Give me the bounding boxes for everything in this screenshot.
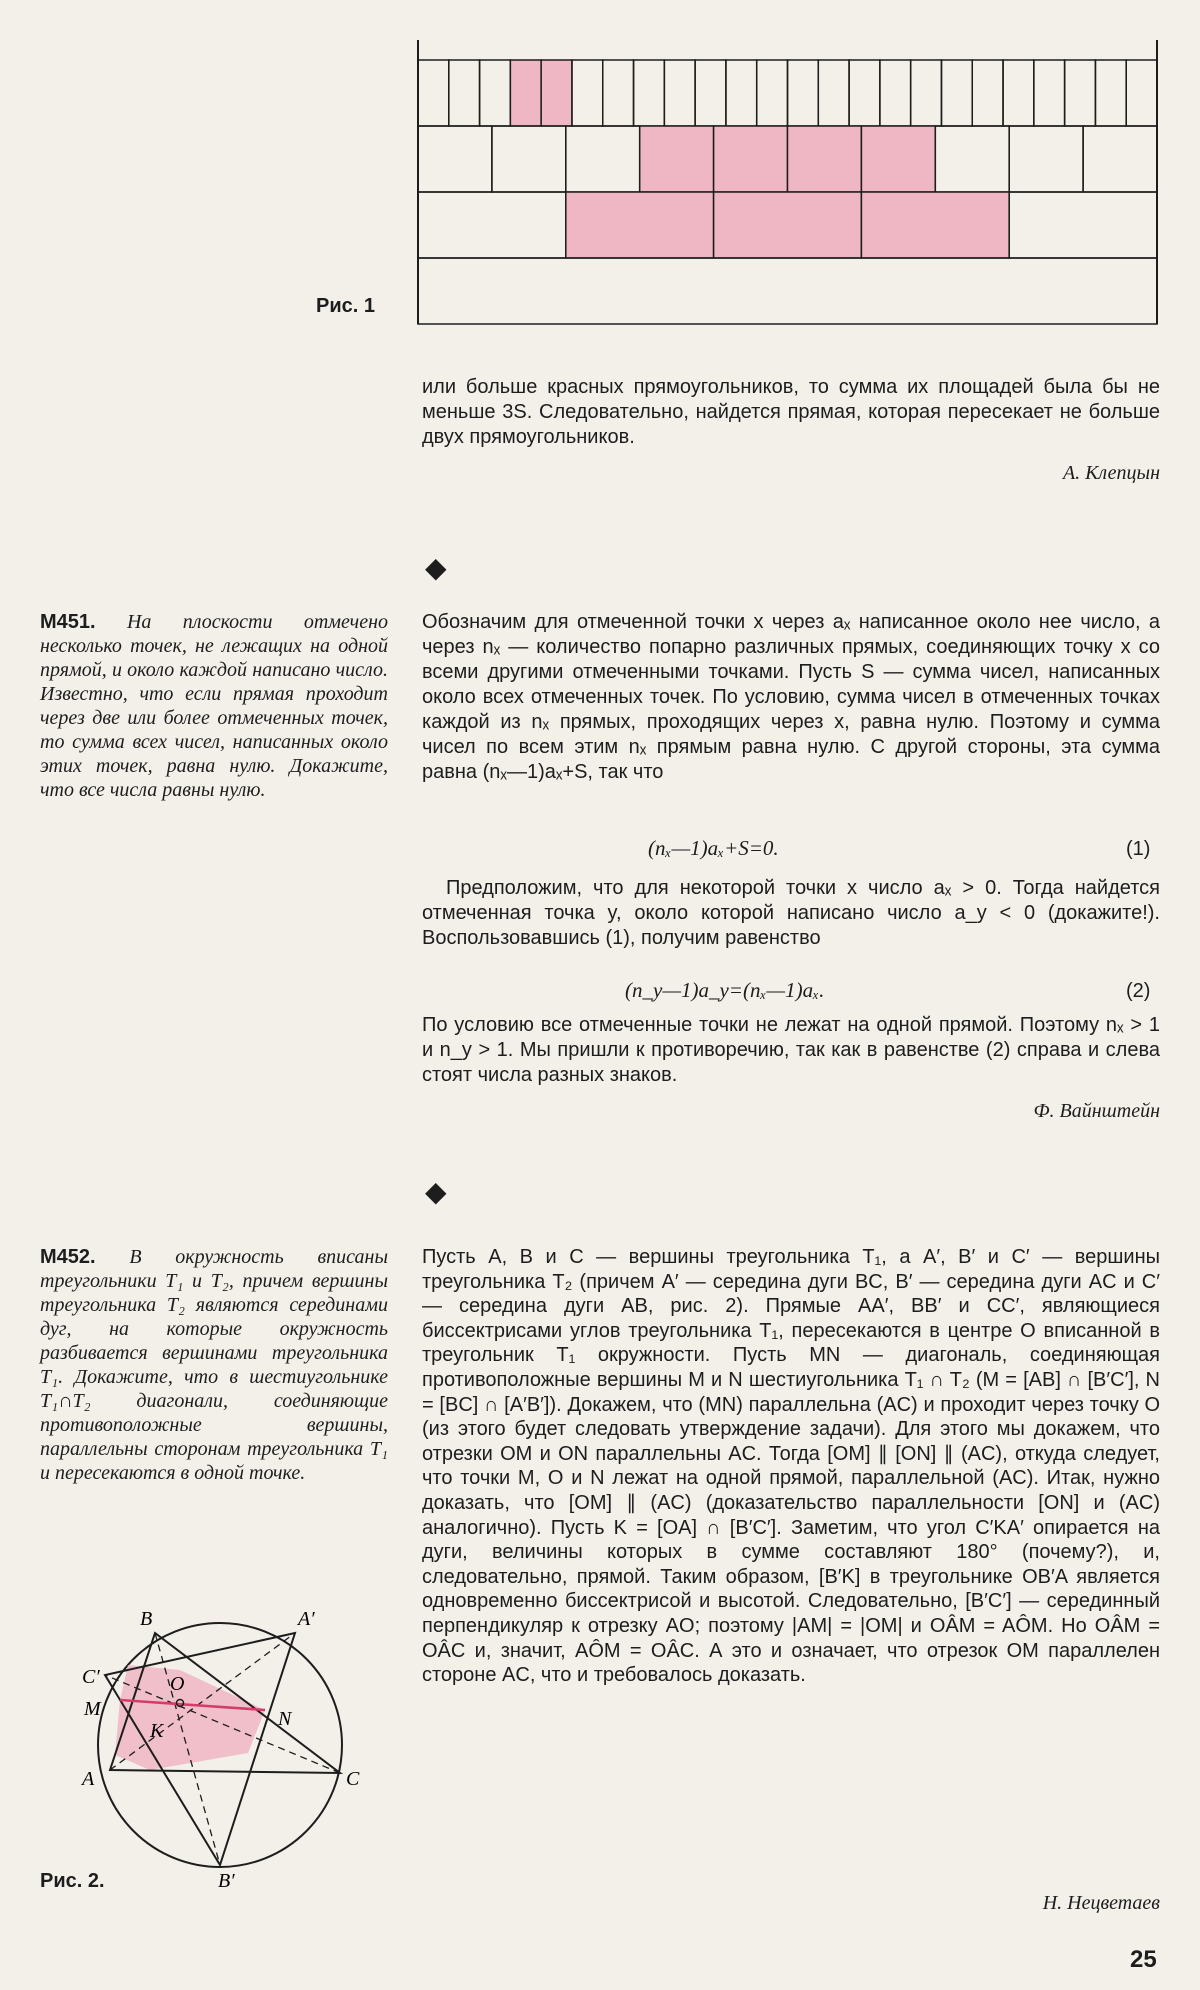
figure-1-row-1-cell xyxy=(418,60,449,126)
figure-1-row-1-cell xyxy=(572,60,603,126)
label-m: M xyxy=(84,1698,101,1720)
figure-1-row-2-cell xyxy=(714,126,788,192)
figure-1 xyxy=(415,40,1160,340)
figure-1-row-3-cell xyxy=(861,192,1009,258)
figure-1-row-2-cell xyxy=(566,126,640,192)
figure-1-row-1-cell xyxy=(972,60,1003,126)
figure-1-row-1-cell xyxy=(1065,60,1096,126)
m452-statement-text: В окружность вписаны треугольники T₁ и T₂, причем вершины треугольника T₂ являются серединами дуг, на которые окружность разбивается вершинами треугольника T₁. Докажите, что в шестиугольнике T₁∩T₂ диагонали, соединяющие противоположные вершины, параллельны сторонам треугольника T₁ и пересекаются в одной точке. xyxy=(40,1246,388,1484)
m451-formula-2: (n_y—1)a_y=(nₓ—1)aₓ. xyxy=(625,978,825,1002)
figure-2-label: Рис. 2. xyxy=(40,1870,105,1892)
label-n: N xyxy=(278,1708,292,1730)
figure-1-row-4-cell xyxy=(418,258,1157,324)
figure-1-row-3-cell xyxy=(418,192,566,258)
figure-1-row-1-cell xyxy=(664,60,695,126)
m452-statement xyxy=(40,1245,388,1485)
figure-1-row-2-cell xyxy=(492,126,566,192)
figure-1-row-1-cell xyxy=(911,60,942,126)
separator-diamond-2: ◆ xyxy=(425,1176,447,1207)
figure-1-row-1-cell xyxy=(726,60,757,126)
label-o: O xyxy=(170,1673,185,1695)
label-a: A xyxy=(82,1768,95,1790)
figure-1-row-1-cell xyxy=(941,60,972,126)
m452-solution: Пусть A, B и C — вершины треугольника T₁, а A′, B′ и C′ — вершины треугольника T₂ (причем A′ — середина дуги BC, B′ — середина дуги AC и C′ — середина дуги AB, рис. 2). Прямые AA′, BB′ и CC′, являющиеся биссектрисами углов треугольника T₁, пересекаются в центре O вписанной в треугольник T₁ окружности. Пусть MN — диагональ, соединяющая противоположные вершины M и N шестиугольника T₁ ∩ T₂ (M = [AB] ∩ [B′C′], N = [BC] ∩ [A′B′]). Докажем, что (MN) параллельна (AC) и проходит через точку O (из этого будет следовать утверждение задачи). Для этого мы докажем, что отрезки OM и ON параллельны AC. Тогда [OM] ∥ [ON] ∥ (AC), откуда следует, что точки M, O и N лежат на одной прямой, параллельной (AC). Итак, нужно доказать, что [OM] ∥ (AC) (доказательство параллельности [ON] и (AC) аналогично). Пусть K = [OA] ∩ [B′C′]. Заметим, что угол C′KA′ опирается на дуги, величины которых в сумме составляют 180° (почему?), и, следовательно, прямой. Таким образом, [B′K] в треугольнике OB′A является одновременно биссектрисой и высотой. Следовательно, [B′C′] — серединный перпендикуляр к отрезку AO; поэтому |AM| = |OM| и OÂM = AÔM. Но OÂM = OÂC и, значит, AÔM = OÂC. А это и означает, что отрезок OM параллелен стороне AC, что и требовалось доказать. xyxy=(422,1246,1160,1687)
m451-statement-text: На плоскости отмечено несколько точек, не лежащих на одной прямой, и около каждой написано число. Известно, что если прямая проходит через две или более отмеченных точек, то сумма всех чисел, написанных около этих точек, равна нулю. Докажите, что все числа равны нулю. xyxy=(40,611,389,801)
figure-1-row-1-cell xyxy=(1126,60,1157,126)
figure-1-row-1-cell xyxy=(849,60,880,126)
m451-statement xyxy=(40,610,388,802)
m451-author: Ф. Вайнштейн xyxy=(1033,1100,1160,1122)
figure-1-row-1-cell xyxy=(695,60,726,126)
label-c1: C′ xyxy=(82,1666,100,1688)
figure-1-row-2-cell xyxy=(861,126,935,192)
figure-1-row-2-cell xyxy=(640,126,714,192)
label-b1: B′ xyxy=(218,1870,235,1892)
figure-1-row-1-cell xyxy=(1003,60,1034,126)
figure-1-row-3-cell xyxy=(566,192,714,258)
separator-diamond-1: ◆ xyxy=(425,552,447,583)
m451-equation-1-number: (1) xyxy=(1126,838,1151,860)
figure-1-row-1-cell xyxy=(757,60,788,126)
figure-1-row-2-cell xyxy=(1083,126,1157,192)
figure-1-row-1-cell xyxy=(603,60,634,126)
m452-number: М452. xyxy=(40,1246,96,1268)
figure-1-row-1-cell xyxy=(788,60,819,126)
figure-2 xyxy=(70,1595,370,1895)
figure-1-row-1-cell xyxy=(541,60,572,126)
m451-equation-2-number: (2) xyxy=(1126,980,1151,1002)
figure-1-row-3-cell xyxy=(1009,192,1157,258)
label-k: K xyxy=(150,1720,164,1742)
previous-solution-text: или больше красных прямоугольников, то сумма их площадей была бы не меньше 3S. Следовательно, найдется прямая, которая пересекает не больше двух прямоугольников. xyxy=(422,376,1160,448)
m452-author: Н. Нецветаев xyxy=(1042,1892,1160,1914)
figure-1-label: Рис. 1 xyxy=(316,295,375,317)
figure-1-row-1-cell xyxy=(449,60,480,126)
figure-1-row-1-cell xyxy=(1034,60,1065,126)
m451-solution-p2: Предположим, что для некоторой точки x число aₓ > 0. Тогда найдется отмеченная точка y, около которой написано число a_y < 0 (докажите!). Воспользовавшись (1), получим равенство xyxy=(422,877,1160,949)
figure-1-row-1-cell xyxy=(880,60,911,126)
figure-1-row-1-cell xyxy=(1095,60,1126,126)
figure-1-row-3-cell xyxy=(714,192,862,258)
figure-1-row-1-cell xyxy=(480,60,511,126)
figure-1-row-2-cell xyxy=(935,126,1009,192)
figure-1-row-1-cell xyxy=(818,60,849,126)
figure-1-row-1-cell xyxy=(510,60,541,126)
label-b: B xyxy=(140,1608,153,1630)
figure-1-row-2-cell xyxy=(418,126,492,192)
m451-formula-1: (nₓ—1)aₓ+S=0. xyxy=(648,836,779,860)
figure-1-row-1-cell xyxy=(634,60,665,126)
previous-solution-author: А. Клепцын xyxy=(1062,462,1160,484)
m451-solution-p3: По условию все отмеченные точки не лежат на одной прямой. Поэтому nₓ > 1 и n_y > 1. Мы пришли к противоречию, так как в равенстве (2) справа и слева стоят числа разных знаков. xyxy=(422,1014,1160,1086)
page-number: 25 xyxy=(1130,1946,1157,1973)
label-c: C xyxy=(346,1768,360,1790)
m451-number: М451. xyxy=(40,611,96,633)
figure-1-row-2-cell xyxy=(788,126,862,192)
hexagon-fill xyxy=(115,1665,265,1770)
figure-1-row-2-cell xyxy=(1009,126,1083,192)
m451-solution-p1: Обозначим для отмеченной точки x через aₓ написанное около нее число, а через nₓ — количество попарно различных прямых, соединяющих точку x со всеми другими отмеченными точками. Пусть S — сумма чисел, написанных около всех отмеченных точек. По условию, сумма чисел в отмеченных точках каждой из nₓ прямых, проходящих через x, равна нулю. Поэтому и сумма чисел по всем этим nₓ прямым равна нулю. С другой стороны, эта сумма равна (nₓ—1)aₓ+S, так что xyxy=(422,611,1160,783)
label-a1: A′ xyxy=(298,1608,315,1630)
